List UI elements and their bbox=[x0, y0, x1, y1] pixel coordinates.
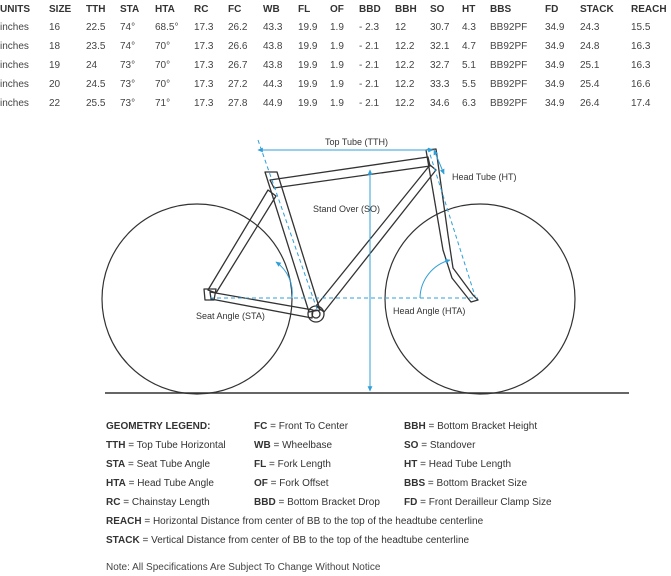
table-cell: 73° bbox=[120, 60, 136, 71]
table-cell: 24 bbox=[86, 60, 98, 71]
column-header: STACK bbox=[580, 3, 614, 15]
legend-entry: HT = Head Tube Length bbox=[404, 459, 512, 470]
bike-geometry-diagram bbox=[0, 128, 671, 418]
legend-entry: RC = Chainstay Length bbox=[106, 497, 210, 508]
legend-entry: BBS = Bottom Bracket Size bbox=[404, 478, 528, 489]
table-cell: inches bbox=[0, 79, 29, 90]
table-cell: 17.3 bbox=[194, 41, 214, 52]
rear-wheel bbox=[102, 204, 292, 394]
table-cell: 34.9 bbox=[545, 98, 565, 109]
table-cell: 12.2 bbox=[395, 41, 415, 52]
column-header: OF bbox=[330, 3, 344, 15]
legend-entry: FD = Front Derailleur Clamp Size bbox=[404, 497, 552, 508]
table-cell: 1.9 bbox=[330, 60, 344, 71]
table-cell: 19 bbox=[49, 60, 61, 71]
table-cell: BB92PF bbox=[490, 79, 528, 90]
legend-entry: FC = Front To Center bbox=[254, 421, 349, 432]
table-cell: 17.3 bbox=[194, 98, 214, 109]
legend-entry: WB = Wheelbase bbox=[254, 440, 333, 451]
label-head-tube: Head Tube (HT) bbox=[452, 172, 517, 182]
legend-heading: GEOMETRY LEGEND: bbox=[106, 421, 211, 432]
table-cell: 27.8 bbox=[228, 98, 248, 109]
table-cell: - 2.3 bbox=[359, 22, 380, 33]
column-header: HT bbox=[462, 3, 476, 15]
table-cell: 17.3 bbox=[194, 60, 214, 71]
table-cell: 43.8 bbox=[263, 41, 283, 52]
table-cell: 1.9 bbox=[330, 22, 344, 33]
table-cell: 24.3 bbox=[580, 22, 600, 33]
table-cell: 17.4 bbox=[631, 98, 651, 109]
table-cell: 34.9 bbox=[545, 41, 565, 52]
table-cell: 19.9 bbox=[298, 79, 318, 90]
legend-entry: HTA = Head Tube Angle bbox=[106, 478, 214, 489]
table-cell: - 2.1 bbox=[359, 98, 380, 109]
label-head-angle: Head Angle (HTA) bbox=[393, 306, 466, 316]
legend-entry: STACK = Vertical Distance from center of BB to the top of the headtube centerline bbox=[106, 535, 470, 546]
table-cell: 70° bbox=[155, 60, 171, 71]
column-header: BBH bbox=[395, 3, 417, 15]
column-header: HTA bbox=[155, 3, 175, 15]
front-wheel bbox=[385, 204, 575, 394]
table-cell: 20 bbox=[49, 79, 61, 90]
column-header: STA bbox=[120, 3, 140, 15]
table-cell: 16.3 bbox=[631, 41, 651, 52]
table-cell: 74° bbox=[120, 22, 136, 33]
column-header: SIZE bbox=[49, 3, 72, 15]
column-header: UNITS bbox=[0, 3, 30, 15]
table-cell: 30.7 bbox=[430, 22, 450, 33]
table-cell: 43.3 bbox=[263, 22, 283, 33]
table-cell: 19.9 bbox=[298, 41, 318, 52]
column-header: FC bbox=[228, 3, 242, 15]
legend-entry: BBD = Bottom Bracket Drop bbox=[254, 497, 380, 508]
table-cell: 19.9 bbox=[298, 22, 318, 33]
table-cell: 16.6 bbox=[631, 79, 651, 90]
legend-entry: STA = Seat Tube Angle bbox=[106, 459, 211, 470]
table-cell: 43.8 bbox=[263, 60, 283, 71]
column-header: SO bbox=[430, 3, 445, 15]
legend-entry: FL = Fork Length bbox=[254, 459, 331, 470]
table-cell: 24.8 bbox=[580, 41, 600, 52]
table-cell: 70° bbox=[155, 41, 171, 52]
table-row bbox=[0, 56, 671, 75]
legend-entry: TTH = Top Tube Horizontal bbox=[106, 440, 226, 451]
table-cell: BB92PF bbox=[490, 41, 528, 52]
table-cell: 34.9 bbox=[545, 60, 565, 71]
table-cell: 34.6 bbox=[430, 98, 450, 109]
table-cell: 6.3 bbox=[462, 98, 476, 109]
table-cell: 17.3 bbox=[194, 79, 214, 90]
table-cell: 16.3 bbox=[631, 60, 651, 71]
table-row bbox=[0, 18, 671, 37]
table-cell: 1.9 bbox=[330, 41, 344, 52]
table-header-row bbox=[0, 0, 671, 18]
label-seat-angle: Seat Angle (STA) bbox=[196, 311, 265, 321]
column-header: FD bbox=[545, 3, 559, 15]
column-header: BBS bbox=[490, 3, 512, 15]
table-cell: BB92PF bbox=[490, 60, 528, 71]
column-header: TTH bbox=[86, 3, 106, 15]
legend-entry: REACH = Horizontal Distance from center of BB to the top of the headtube centerline bbox=[106, 516, 484, 527]
legend-entry: BBH = Bottom Bracket Height bbox=[404, 421, 538, 432]
table-cell: 4.3 bbox=[462, 22, 476, 33]
table-cell: 32.1 bbox=[430, 41, 450, 52]
table-cell: - 2.1 bbox=[359, 60, 380, 71]
table-cell: - 2.1 bbox=[359, 41, 380, 52]
table-cell: 68.5° bbox=[155, 22, 179, 33]
table-cell: 4.7 bbox=[462, 41, 476, 52]
table-cell: 26.4 bbox=[580, 98, 600, 109]
column-header: BBD bbox=[359, 3, 381, 15]
table-cell: 44.9 bbox=[263, 98, 283, 109]
table-cell: 44.3 bbox=[263, 79, 283, 90]
table-cell: 19.9 bbox=[298, 60, 318, 71]
table-cell: 70° bbox=[155, 79, 171, 90]
geometry-table bbox=[0, 0, 671, 113]
legend-entry: OF = Fork Offset bbox=[254, 478, 329, 489]
table-cell: 5.5 bbox=[462, 79, 476, 90]
table-cell: 26.6 bbox=[228, 41, 248, 52]
label-top-tube: Top Tube (TTH) bbox=[325, 137, 389, 147]
table-cell: BB92PF bbox=[490, 22, 528, 33]
label-stand-over: Stand Over (SO) bbox=[313, 204, 381, 214]
table-row bbox=[0, 37, 671, 56]
table-cell: 1.9 bbox=[330, 79, 344, 90]
table-cell: 16 bbox=[49, 22, 61, 33]
column-header: REACH bbox=[631, 3, 667, 15]
table-cell: 19.9 bbox=[298, 98, 318, 109]
table-cell: 25.1 bbox=[580, 60, 600, 71]
table-cell: 12.2 bbox=[395, 98, 415, 109]
table-cell: inches bbox=[0, 41, 29, 52]
table-cell: 74° bbox=[120, 41, 136, 52]
table-cell: 25.5 bbox=[86, 98, 106, 109]
disclaimer-note: Note: All Specifications Are Subject To Change Without Notice bbox=[106, 562, 381, 573]
table-cell: - 2.1 bbox=[359, 79, 380, 90]
table-cell: 73° bbox=[120, 98, 136, 109]
table-cell: inches bbox=[0, 98, 29, 109]
table-cell: 23.5 bbox=[86, 41, 106, 52]
table-cell: 22.5 bbox=[86, 22, 106, 33]
table-cell: inches bbox=[0, 60, 29, 71]
table-cell: 22 bbox=[49, 98, 61, 109]
table-cell: 17.3 bbox=[194, 22, 214, 33]
table-row bbox=[0, 75, 671, 94]
table-cell: 26.7 bbox=[228, 60, 248, 71]
table-cell: 32.7 bbox=[430, 60, 450, 71]
table-cell: 15.5 bbox=[631, 22, 651, 33]
column-header: RC bbox=[194, 3, 209, 15]
table-cell: 12.2 bbox=[395, 60, 415, 71]
table-cell: 71° bbox=[155, 98, 171, 109]
column-header: FL bbox=[298, 3, 311, 15]
table-cell: 24.5 bbox=[86, 79, 106, 90]
geometry-legend bbox=[106, 418, 626, 550]
column-header: WB bbox=[263, 3, 280, 15]
table-row bbox=[0, 94, 671, 113]
table-cell: 33.3 bbox=[430, 79, 450, 90]
table-cell: 34.9 bbox=[545, 22, 565, 33]
table-cell: 1.9 bbox=[330, 98, 344, 109]
table-cell: 18 bbox=[49, 41, 61, 52]
table-cell: 12.2 bbox=[395, 79, 415, 90]
table-cell: 5.1 bbox=[462, 60, 476, 71]
table-cell: 12 bbox=[395, 22, 407, 33]
table-cell: 34.9 bbox=[545, 79, 565, 90]
table-cell: BB92PF bbox=[490, 98, 528, 109]
table-cell: 25.4 bbox=[580, 79, 600, 90]
table-cell: 73° bbox=[120, 79, 136, 90]
table-cell: 27.2 bbox=[228, 79, 248, 90]
table-cell: 26.2 bbox=[228, 22, 248, 33]
table-cell: inches bbox=[0, 22, 29, 33]
legend-entry: SO = Standover bbox=[404, 440, 476, 451]
